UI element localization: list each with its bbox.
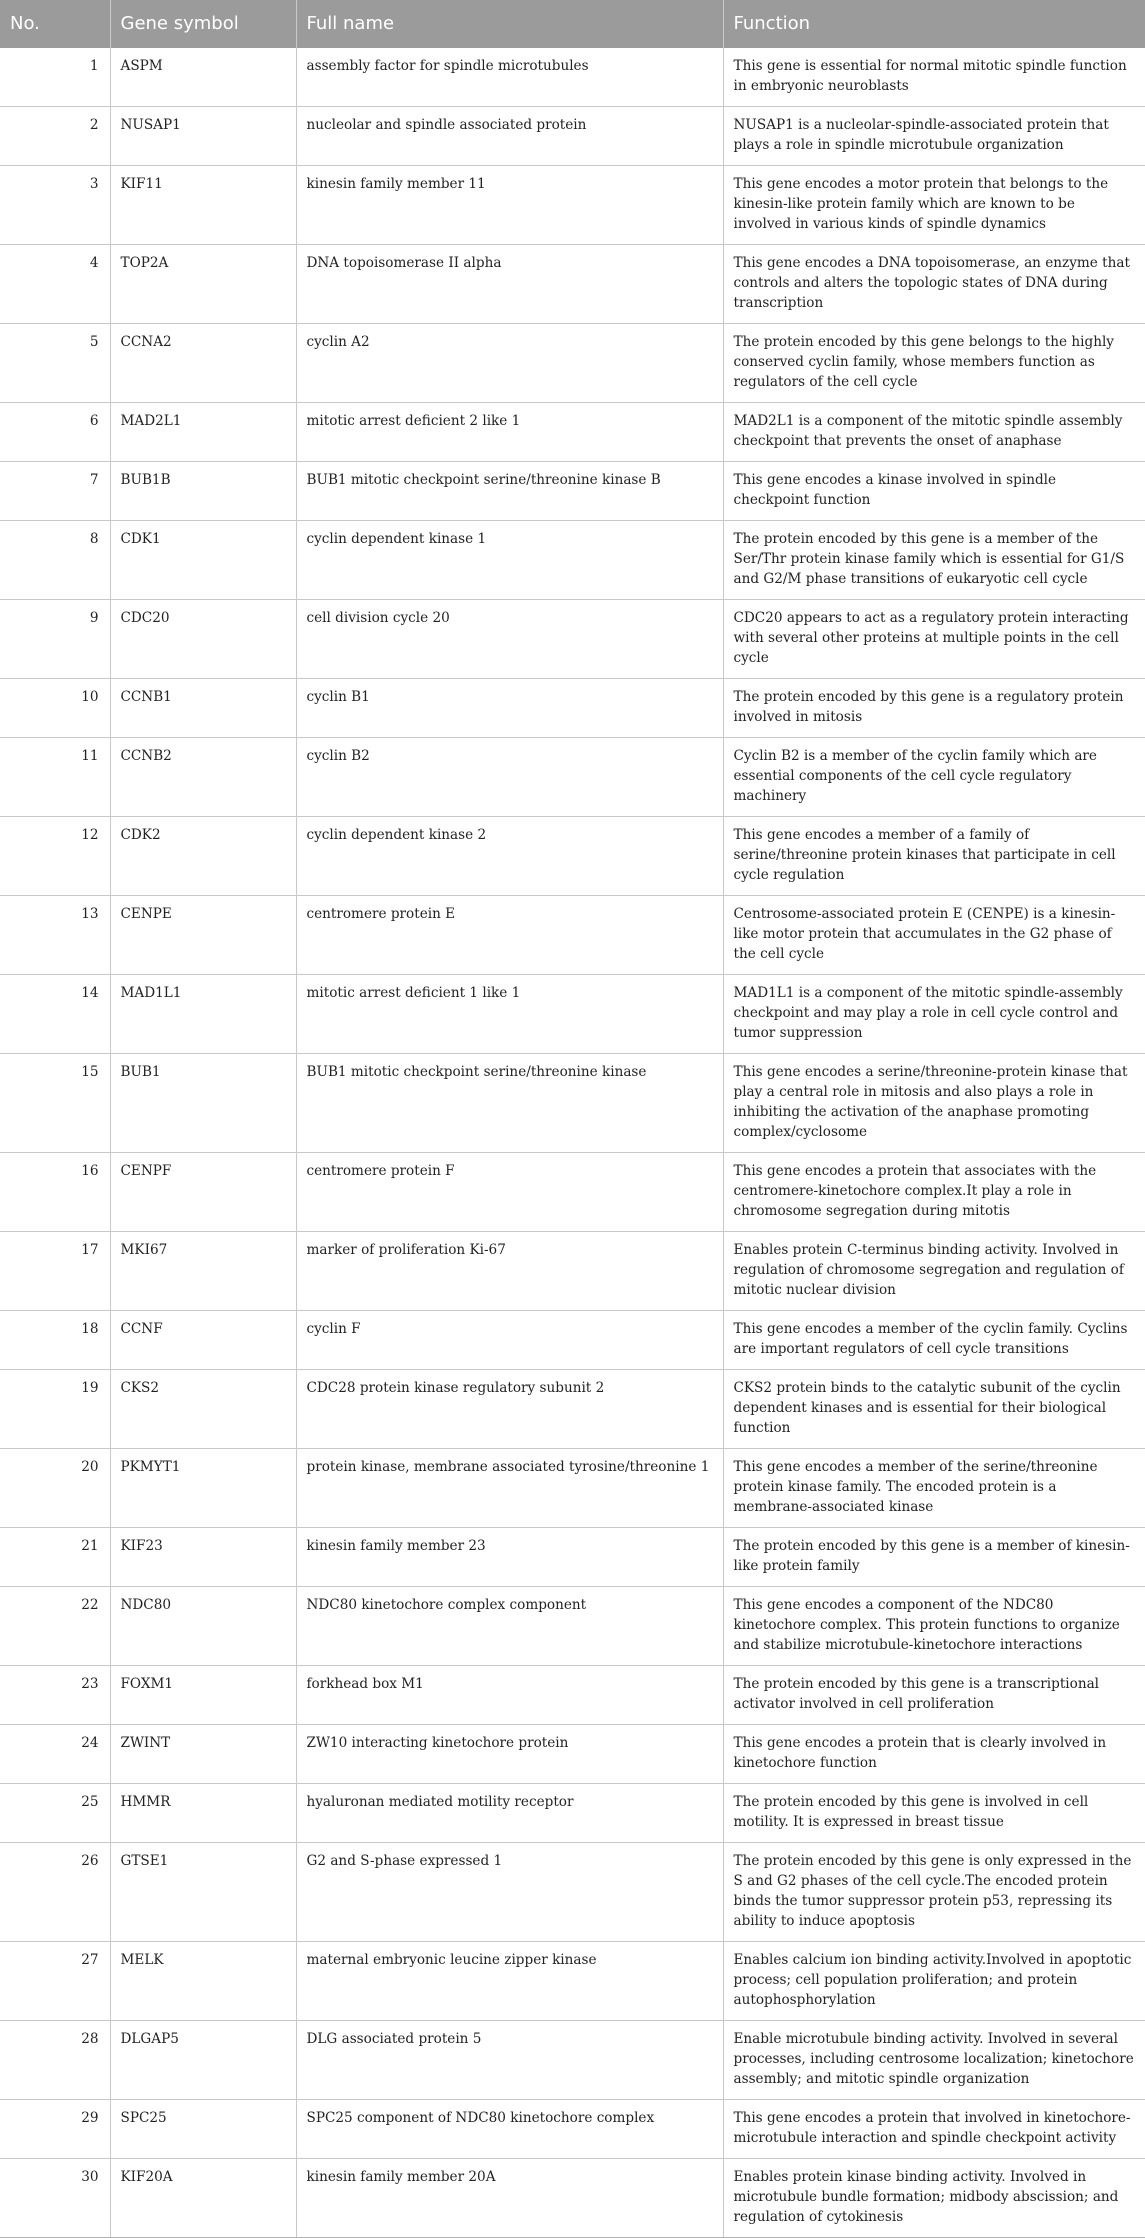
table-row [0,403,1145,462]
row-number: 14 [0,975,110,1054]
row-number: 30 [0,2159,110,2238]
table-row [0,896,1145,975]
function-description: This gene encodes a member of the cyclin family. Cyclins are important regulators of cell cycle transitions [723,1311,1145,1370]
row-number: 8 [0,521,110,600]
header-no: No. [0,0,110,48]
table-row [0,1528,1145,1587]
gene-symbol: TOP2A [110,245,296,324]
full-name: G2 and S-phase expressed 1 [296,1843,723,1942]
row-number: 18 [0,1311,110,1370]
table-body [0,48,1145,2238]
row-number: 21 [0,1528,110,1587]
row-number: 28 [0,2021,110,2100]
full-name: CDC28 protein kinase regulatory subunit 2 [296,1370,723,1449]
gene-symbol: CCNB1 [110,679,296,738]
function-description: Enables protein C-terminus binding activity. Involved in regulation of chromosome segregation and regulation of mitotic nuclear division [723,1232,1145,1311]
function-description: CDC20 appears to act as a regulatory protein interacting with several other proteins at multiple points in the cell cycle [723,600,1145,679]
full-name: cell division cycle 20 [296,600,723,679]
full-name: protein kinase, membrane associated tyrosine/threonine 1 [296,1449,723,1528]
full-name: kinesin family member 20A [296,2159,723,2238]
full-name: SPC25 component of NDC80 kinetochore complex [296,2100,723,2159]
table-row [0,1942,1145,2021]
table-row [0,1153,1145,1232]
function-description: The protein encoded by this gene is a regulatory protein involved in mitosis [723,679,1145,738]
full-name: centromere protein F [296,1153,723,1232]
gene-symbol: FOXM1 [110,1666,296,1725]
gene-symbol: GTSE1 [110,1843,296,1942]
full-name: maternal embryonic leucine zipper kinase [296,1942,723,2021]
gene-symbol: CENPE [110,896,296,975]
function-description: MAD2L1 is a component of the mitotic spindle assembly checkpoint that prevents the onset of anaphase [723,403,1145,462]
full-name: ZW10 interacting kinetochore protein [296,1725,723,1784]
function-description: This gene encodes a protein that associates with the centromere-kinetochore complex.It play a role in chromosome segregation during mitotis [723,1153,1145,1232]
function-description: This gene encodes a protein that is clearly involved in kinetochore function [723,1725,1145,1784]
gene-symbol: NDC80 [110,1587,296,1666]
table-row [0,1232,1145,1311]
gene-symbol: HMMR [110,1784,296,1843]
function-description: This gene encodes a member of a family of serine/threonine protein kinases that participate in cell cycle regulation [723,817,1145,896]
row-number: 4 [0,245,110,324]
function-description: The protein encoded by this gene is involved in cell motility. It is expressed in breast tissue [723,1784,1145,1843]
table-row [0,245,1145,324]
table-row [0,1054,1145,1153]
function-description: The protein encoded by this gene is a member of kinesin-like protein family [723,1528,1145,1587]
gene-symbol: MAD1L1 [110,975,296,1054]
function-description: NUSAP1 is a nucleolar-spindle-associated protein that plays a role in spindle microtubule organization [723,107,1145,166]
gene-symbol: SPC25 [110,2100,296,2159]
table-row [0,2100,1145,2159]
full-name: BUB1 mitotic checkpoint serine/threonine kinase [296,1054,723,1153]
function-description: This gene encodes a component of the NDC80 kinetochore complex. This protein functions to organize and stabilize microtubule-kinetochore interactions [723,1587,1145,1666]
function-description: This gene encodes a kinase involved in spindle checkpoint function [723,462,1145,521]
gene-symbol: KIF11 [110,166,296,245]
table-row [0,166,1145,245]
row-number: 22 [0,1587,110,1666]
function-description: The protein encoded by this gene is a transcriptional activator involved in cell proliferation [723,1666,1145,1725]
header-full-name: Full name [296,0,723,48]
row-number: 3 [0,166,110,245]
full-name: mitotic arrest deficient 1 like 1 [296,975,723,1054]
gene-symbol: CDC20 [110,600,296,679]
gene-symbol: MAD2L1 [110,403,296,462]
row-number: 2 [0,107,110,166]
gene-symbol: DLGAP5 [110,2021,296,2100]
table-row [0,48,1145,107]
full-name: DNA topoisomerase II alpha [296,245,723,324]
table-row [0,1843,1145,1942]
table-row [0,1449,1145,1528]
full-name: nucleolar and spindle associated protein [296,107,723,166]
row-number: 5 [0,324,110,403]
gene-symbol: ASPM [110,48,296,107]
row-number: 6 [0,403,110,462]
function-description: This gene encodes a serine/threonine-protein kinase that play a central role in mitosis and also plays a role in inhibiting the activation of the anaphase promoting complex/cyclosome [723,1054,1145,1153]
table-row [0,324,1145,403]
table-row [0,462,1145,521]
row-number: 20 [0,1449,110,1528]
full-name: kinesin family member 23 [296,1528,723,1587]
full-name: cyclin A2 [296,324,723,403]
table-row [0,1311,1145,1370]
gene-symbol: CCNA2 [110,324,296,403]
row-number: 24 [0,1725,110,1784]
full-name: cyclin B2 [296,738,723,817]
row-number: 10 [0,679,110,738]
row-number: 17 [0,1232,110,1311]
gene-symbol: MELK [110,1942,296,2021]
full-name: BUB1 mitotic checkpoint serine/threonine kinase B [296,462,723,521]
function-description: The protein encoded by this gene is a member of the Ser/Thr protein kinase family which is essential for G1/S and G2/M phase transitions of eukaryotic cell cycle [723,521,1145,600]
gene-symbol: CCNF [110,1311,296,1370]
gene-symbol: PKMYT1 [110,1449,296,1528]
gene-symbol: CENPF [110,1153,296,1232]
table-row [0,1784,1145,1843]
full-name: DLG associated protein 5 [296,2021,723,2100]
row-number: 16 [0,1153,110,1232]
full-name: hyaluronan mediated motility receptor [296,1784,723,1843]
function-description: This gene is essential for normal mitotic spindle function in embryonic neuroblasts [723,48,1145,107]
gene-symbol: BUB1B [110,462,296,521]
table-row [0,738,1145,817]
row-number: 26 [0,1843,110,1942]
table-row [0,1370,1145,1449]
gene-symbol: CDK2 [110,817,296,896]
gene-symbol: NUSAP1 [110,107,296,166]
table-row [0,2021,1145,2100]
full-name: cyclin F [296,1311,723,1370]
table-row [0,975,1145,1054]
table-row [0,2159,1145,2238]
table-row [0,1666,1145,1725]
function-description: This gene encodes a member of the serine/threonine protein kinase family. The encoded protein is a membrane-associated kinase [723,1449,1145,1528]
table-header [0,0,1145,48]
header-gene-symbol: Gene symbol [110,0,296,48]
gene-symbol: BUB1 [110,1054,296,1153]
row-number: 25 [0,1784,110,1843]
full-name: forkhead box M1 [296,1666,723,1725]
table-row [0,107,1145,166]
function-description: The protein encoded by this gene belongs to the highly conserved cyclin family, whose members function as regulators of the cell cycle [723,324,1145,403]
function-description: This gene encodes a DNA topoisomerase, an enzyme that controls and alters the topologic states of DNA during transcription [723,245,1145,324]
row-number: 23 [0,1666,110,1725]
full-name: assembly factor for spindle microtubules [296,48,723,107]
function-description: Cyclin B2 is a member of the cyclin family which are essential components of the cell cycle regulatory machinery [723,738,1145,817]
gene-symbol: ZWINT [110,1725,296,1784]
table-row [0,600,1145,679]
row-number: 19 [0,1370,110,1449]
table-row [0,1587,1145,1666]
header-function: Function [723,0,1145,48]
gene-symbol: CKS2 [110,1370,296,1449]
full-name: centromere protein E [296,896,723,975]
header-row [0,0,1145,48]
full-name: marker of proliferation Ki-67 [296,1232,723,1311]
function-description: Enables calcium ion binding activity.Involved in apoptotic process; cell population proliferation; and protein autophosphorylation [723,1942,1145,2021]
row-number: 13 [0,896,110,975]
full-name: mitotic arrest deficient 2 like 1 [296,403,723,462]
table-row [0,521,1145,600]
row-number: 27 [0,1942,110,2021]
table-row [0,1725,1145,1784]
function-description: Enable microtubule binding activity. Involved in several processes, including centrosome localization; kinetochore assembly; and mitotic spindle organization [723,2021,1145,2100]
row-number: 7 [0,462,110,521]
gene-symbol: MKI67 [110,1232,296,1311]
full-name: cyclin B1 [296,679,723,738]
row-number: 29 [0,2100,110,2159]
function-description: This gene encodes a motor protein that belongs to the kinesin-like protein family which are known to be involved in various kinds of spindle dynamics [723,166,1145,245]
row-number: 15 [0,1054,110,1153]
function-description: MAD1L1 is a component of the mitotic spindle-assembly checkpoint and may play a role in cell cycle control and tumor suppression [723,975,1145,1054]
table-row [0,679,1145,738]
row-number: 1 [0,48,110,107]
function-description: This gene encodes a protein that involved in kinetochore-microtubule interaction and spindle checkpoint activity [723,2100,1145,2159]
full-name: cyclin dependent kinase 2 [296,817,723,896]
gene-symbol: CDK1 [110,521,296,600]
function-description: Centrosome-associated protein E (CENPE) is a kinesin-like motor protein that accumulates in the G2 phase of the cell cycle [723,896,1145,975]
full-name: cyclin dependent kinase 1 [296,521,723,600]
function-description: The protein encoded by this gene is only expressed in the S and G2 phases of the cell cycle.The encoded protein binds the tumor suppressor protein p53, repressing its ability to induce apoptosis [723,1843,1145,1942]
function-description: CKS2 protein binds to the catalytic subunit of the cyclin dependent kinases and is essential for their biological function [723,1370,1145,1449]
row-number: 11 [0,738,110,817]
full-name: kinesin family member 11 [296,166,723,245]
function-description: Enables protein kinase binding activity. Involved in microtubule bundle formation; midbody abscission; and regulation of cytokinesis [723,2159,1145,2238]
row-number: 12 [0,817,110,896]
full-name: NDC80 kinetochore complex component [296,1587,723,1666]
gene-symbol: KIF20A [110,2159,296,2238]
row-number: 9 [0,600,110,679]
gene-symbol: KIF23 [110,1528,296,1587]
table-row [0,817,1145,896]
gene-symbol: CCNB2 [110,738,296,817]
